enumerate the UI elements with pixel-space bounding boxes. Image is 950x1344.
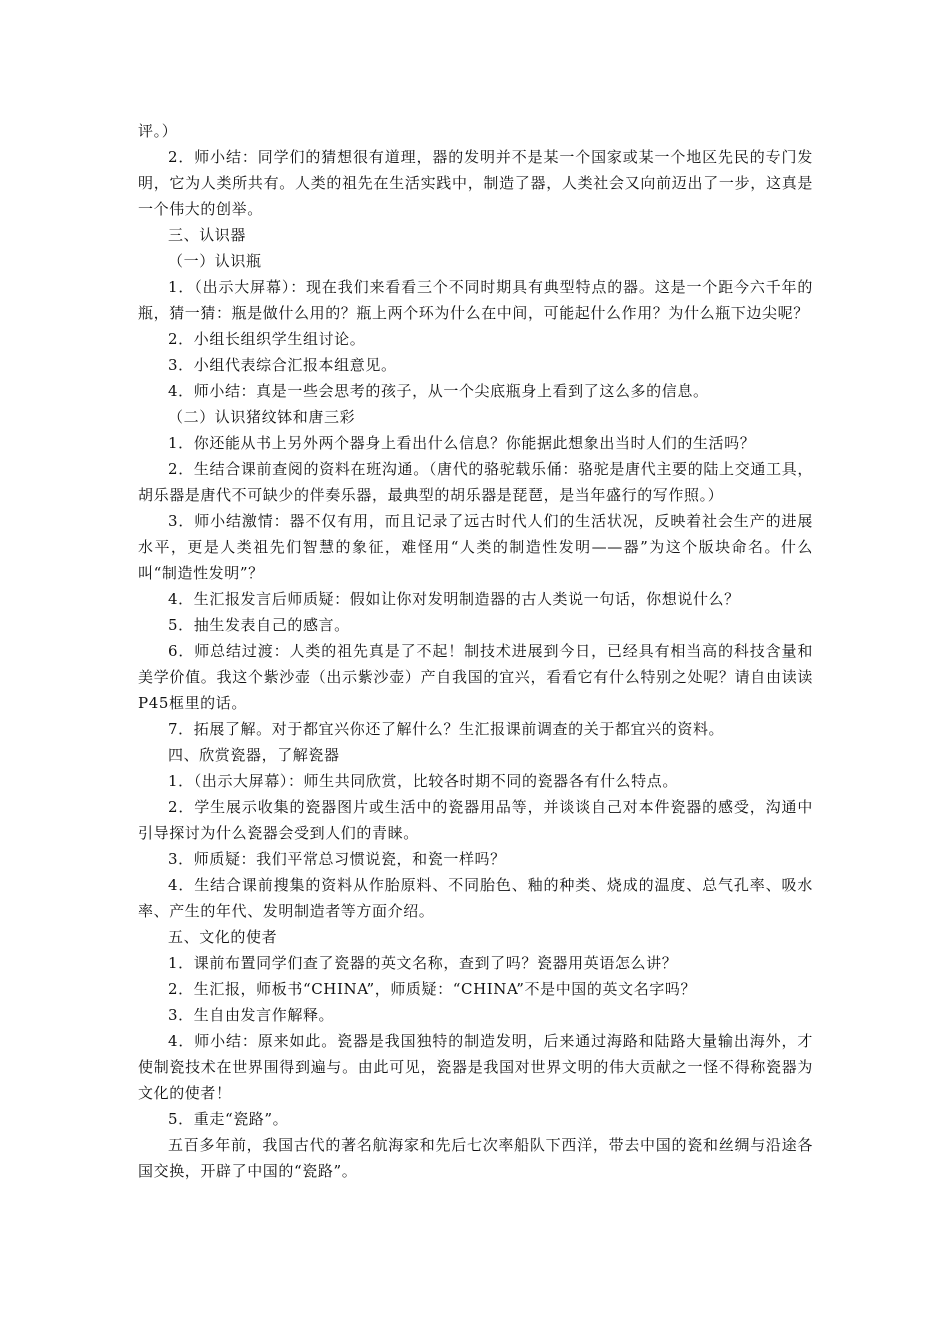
paragraph: 4．师小结：真是一些会思考的孩子，从一个尖底瓶身上看到了这么多的信息。	[168, 382, 709, 400]
paragraph: 5．抽生发表自己的感言。	[168, 616, 350, 634]
paragraph: 1．（出示大屏幕）：师生共同欣赏，比较各时期不同的瓷器各有什么特点。	[168, 772, 678, 790]
section-heading: 四、欣赏瓷器，了解瓷器	[168, 746, 340, 764]
paragraph: 3．生自由发言作解释。	[168, 1006, 335, 1024]
paragraph: 1．（出示大屏幕）：现在我们来看看三个不同时期具有典型特点的器。这是一个距今六千年的瓶，猜一猜：瓶是做什么用的？瓶上两个环为什么在中间，可能起什么作用？为什么瓶下边尖呢？	[138, 278, 813, 322]
subsection-heading: （二）认识猪纹钵和唐三彩	[168, 408, 356, 426]
paragraph: 评。）	[138, 122, 178, 140]
paragraph: 1．课前布置同学们查了瓷器的英文名称，查到了吗？瓷器用英语怎么讲？	[168, 954, 678, 972]
paragraph: 7．拓展了解。对于都宜兴你还了解什么？生汇报课前调查的关于都宜兴的资料。	[168, 720, 725, 738]
paragraph: 5．重走“瓷路”。	[168, 1110, 289, 1128]
paragraph: 4．生汇报发言后师质疑：假如让你对发明制造器的古人类说一句话，你想说什么？	[168, 590, 740, 608]
paragraph: 6．师总结过渡：人类的祖先真是了不起！制技术进展到今日，已经具有相当高的科技含量和美学价值。我这个紫沙壶（出示紫沙壶）产自我国的宜兴，看看它有什么特别之处呢？请自由读读P45框里的话。	[138, 642, 813, 712]
paragraph: 3．师小结激情：器不仅有用，而且记录了远古时代人们的生活状况，反映着社会生产的进展水平，更是人类祖先们智慧的象征，难怪用“人类的制造性发明——器”为这个版块命名。什么叫“制造性发明”？	[138, 512, 813, 582]
paragraph: 4．师小结：原来如此。瓷器是我国独特的制造发明，后来通过海路和陆路大量输出海外，才使制瓷技术在世界围得到遍与。由此可见，瓷器是我国对世界文明的伟大贡献之一怪不得称瓷器为文化的使者！	[138, 1032, 813, 1102]
paragraph: 2．师小结：同学们的猜想很有道理，器的发明并不是某一个国家或某一个地区先民的专门发明，它为人类所共有。人类的祖先在生活实践中，制造了器，人类社会又向前迈出了一步，这真是一个伟大的创举。	[138, 148, 813, 218]
section-heading: 三、认识器	[168, 226, 247, 244]
document-body	[138, 118, 813, 1184]
paragraph: 3．师质疑：我们平常总习惯说瓷，和瓷一样吗？	[168, 850, 506, 868]
paragraph: 4．生结合课前搜集的资料从作胎原料、不同胎色、釉的种类、烧成的温度、总气孔率、吸水率、产生的年代、发明制造者等方面介绍。	[138, 876, 813, 920]
subsection-heading: （一）认识瓶	[168, 252, 262, 270]
paragraph: 2．生汇报，师板书“CHINA”，师质疑：“CHINA”不是中国的英文名字吗？	[168, 980, 697, 998]
paragraph: 1．你还能从书上另外两个器身上看出什么信息？你能据此想象出当时人们的生活吗？	[168, 434, 756, 452]
paragraph: 五百多年前，我国古代的著名航海家和先后七次率船队下西洋，带去中国的瓷和丝绸与沿途各国交换，开辟了中国的“瓷路”。	[138, 1136, 813, 1180]
paragraph: 2．学生展示收集的瓷器图片或生活中的瓷器用品等，并谈谈自己对本件瓷器的感受，沟通中引导探讨为什么瓷器会受到人们的青睐。	[138, 798, 813, 842]
paragraph: 2．小组长组织学生组讨论。	[168, 330, 366, 348]
paragraph: 2．生结合课前查阅的资料在班沟通。（唐代的骆驼载乐俑：骆驼是唐代主要的陆上交通工具，胡乐器是唐代不可缺少的伴奏乐器，最典型的胡乐器是琵琶，是当年盛行的写作照。）	[138, 460, 813, 504]
paragraph: 3．小组代表综合汇报本组意见。	[168, 356, 397, 374]
section-heading: 五、文化的使者	[168, 928, 278, 946]
